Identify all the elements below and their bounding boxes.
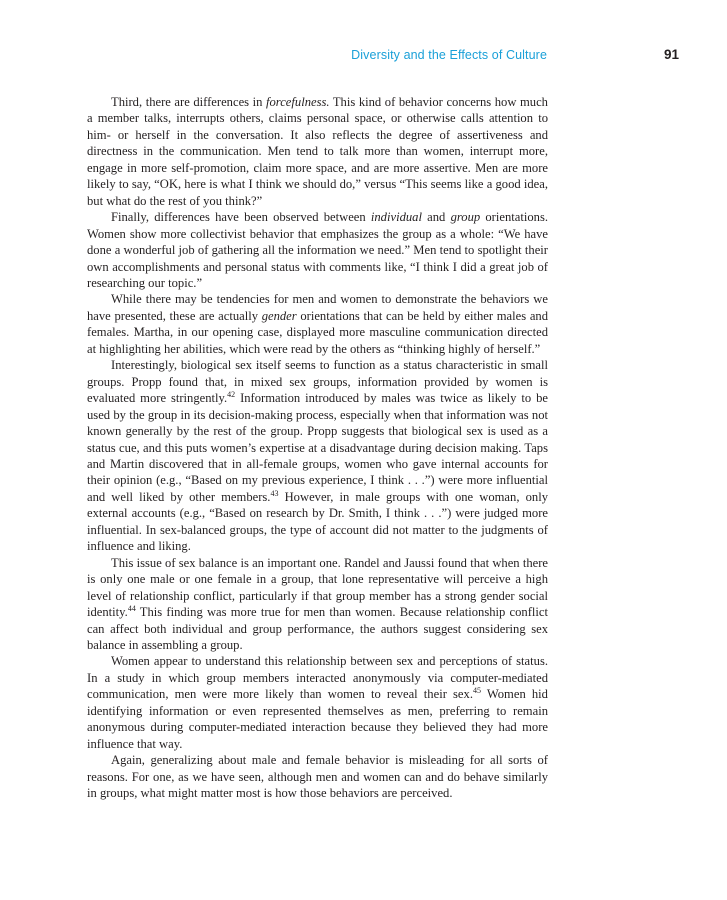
paragraph-text: This finding was more true for men than women. Because relationship conflict can affect both individual and group performance, the authors suggest considering sex balance in assembling a group. xyxy=(87,605,548,652)
body-text xyxy=(87,94,548,801)
paragraph-text: However, in male groups with one woman, only external accounts (e.g., “Based on research by Dr. Smith, I think . . .”) were judged more influential. In sex-balanced groups, the type of account did not matter to the judgments of influence and liking. xyxy=(87,489,548,554)
paragraph-text: Third, there are differences in xyxy=(111,95,266,109)
paragraph-text: orientations. Women show more collectivist behavior that emphasizes the group as a whole: “We have done a wonderful job of gathering all the information we need.” Men tend to spotlight their own accomplishments and personal status with comments like, “I think I did a great job of researching our topic.” xyxy=(87,210,548,290)
paragraph-text: While there may be tendencies for men and women to demonstrate the behaviors we have presented, these are actually xyxy=(87,292,548,323)
paragraph-text: and xyxy=(421,210,451,225)
footnote-marker: 44 xyxy=(127,603,136,613)
paragraph-text: orientations that can be held by either males and females. Martha, in our opening case, displayed more masculine communication directed at highlighting her abilities, which were read by the others as “thinking highly of herself.” xyxy=(87,308,548,356)
paragraph xyxy=(87,209,548,291)
footnote-marker: 42 xyxy=(227,389,236,399)
paragraph xyxy=(87,653,548,752)
paragraph-text: Women hid identifying information or even represented themselves as men, preferring to remain anonymous during computer-mediated interaction because they believed they had more influence that way. xyxy=(87,687,548,751)
emphasis-text: individual xyxy=(370,210,422,225)
running-title: Diversity and the Effects of Culture xyxy=(351,48,547,62)
paragraph xyxy=(87,752,548,801)
paragraph-text: Finally, differences have been observed between xyxy=(111,210,371,225)
paragraph xyxy=(87,94,548,209)
page-header xyxy=(0,48,727,66)
emphasis-text: forcefulness. xyxy=(265,95,330,109)
paragraph xyxy=(87,291,548,357)
page-number: 91 xyxy=(663,47,679,62)
emphasis-text: group xyxy=(450,210,481,225)
paragraph-text: Information introduced by males was twice as likely to be used by the group in its decision-making process, especially when that information was not known generally by the rest of the group. Propp suggests that biological sex is used as a status cue, and this puts women’s expertise at a disadvantage during decision making. Taps and Martin discovered that in all-female groups, women who gave internal accounts for their opinion (e.g., “Based on my previous experience, I think . . .”) were more influential and well liked by other members. xyxy=(87,391,548,504)
paragraph-text: This kind of behavior concerns how much a member talks, interrupts others, claims personal space, or otherwise calls attention to him- or herself in the conversation. It also reflects the degree of assertiveness and directness in the communication. Men tend to talk more than women, interrupt more, engage in more self-promotion, claim more space, and are more assertive. Men are more likely to say, “OK, here is what I think we should do,” versus “This seems like a good idea, but what do the rest of you think?” xyxy=(87,95,548,208)
paragraph-text: Again, generalizing about male and female behavior is misleading for all sorts of reasons. For one, as we have seen, although men and women can and do behave similarly in groups, what might matter most is how those behaviors are perceived. xyxy=(87,753,548,801)
paragraph-text: Women appear to understand this relationship between sex and perceptions of status. In a study in which group members interacted anonymously via computer-mediated communication, men were more likely than women to reveal their sex. xyxy=(87,654,548,702)
paragraph xyxy=(87,555,548,654)
paragraph-text: Interestingly, biological sex itself seems to function as a status characteristic in small groups. Propp found that, in mixed sex groups, information provided by women is evaluated more stringently. xyxy=(87,358,548,406)
paragraph-text: This issue of sex balance is an important one. Randel and Jaussi found that when there is only one male or one female in a group, that lone representative will perceive a high level of relationship conflict, particularly if that group member has a strong gender social identity. xyxy=(87,555,548,620)
footnote-marker: 45 xyxy=(472,686,481,696)
emphasis-text: gender xyxy=(261,308,297,323)
paragraph xyxy=(87,357,548,554)
footnote-marker: 43 xyxy=(270,488,279,498)
